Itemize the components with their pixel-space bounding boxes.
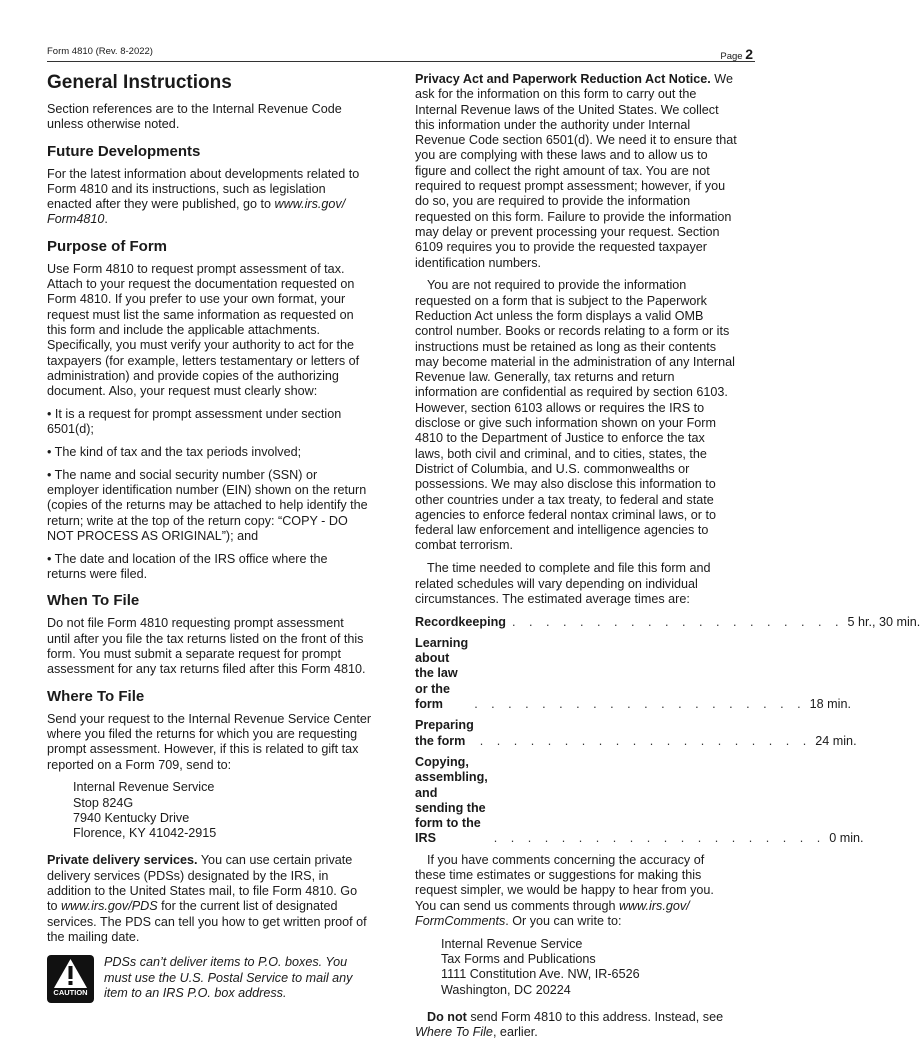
time-value: 0 min. [829,831,864,846]
comments-address: Internal Revenue Service Tax Forms and Publications 1111 Constitution Ave. NW, IR-6526 Washington, DC 20224 [441,936,640,997]
page-title: General Instructions [47,72,232,93]
text: . Or you can write to: [505,913,622,928]
future-developments-heading: Future Developments [47,142,201,160]
page-number [720,46,753,62]
purpose-paragraph: Use Form 4810 to request prompt assessment of tax. Attach to your request the documentation requested on Form 4810. If you prefer to use your own format, your request must list the same information as requested on this form and include the applicable attachments. Specifically, you must verify your authority to act for the taxpayers (for example, letters testamentary or letters of administration) and provide copies of the authorizing document. Also, your request must clearly show: [47,261,360,399]
pds-paragraph [47,853,392,945]
header-rule [47,61,755,62]
when-to-file-paragraph: Do not file Form 4810 requesting prompt assessment until after you file the tax returns listed on the front of this form. You must submit a separate request for prompt assessment for any tax returns filed after this Form 4810. [47,616,366,677]
where-to-file-heading: Where To File [47,687,145,705]
time-value: 5 hr., 30 min. [847,614,920,629]
final-note [415,1010,760,1041]
text: For the latest information about developments related to Form 4810 and its instructions, such as legislation enacted after they were published, go to [47,166,360,212]
caution-text: PDSs can’t deliver items to P.O. boxes. You must use the U.S. Postal Service to mail any item to an IRS P.O. box address. [104,955,353,1000]
time-row [415,718,857,749]
leader-dots: . . . . . . . . . . . . . . . . . . . . [493,831,826,846]
bullet-item: • The kind of tax and the tax periods involved; [47,445,302,460]
leader-dots: . . . . . . . . . . . . . . . . . . . . [511,614,844,629]
time-value: 18 min. [809,697,851,712]
time-value: 24 min. [815,733,857,748]
time-label: Preparing the form [415,718,474,748]
time-row [415,635,851,712]
text: . [104,212,108,227]
bullet-item: • The date and location of the IRS office where the returns were filed. [47,551,328,582]
intro-paragraph: Section references are to the Internal Revenue Code unless otherwise noted. [47,102,342,132]
when-to-file-heading: When To File [47,592,140,610]
pds-lead: Private delivery services. [47,853,198,868]
text: We ask for the information on this form to carry out the Internal Revenue laws of the United States. We collect this information under the authority under Internal Revenue Code section 6501(d). We need it to ensure that you are complying with these laws and to allow us to figure and collect the right amount of tax. You are not required to request prompt assessment; however, if you do so, you are required to provide the information requested on this form. Failure to provide the information may delay or prevent processing your request. Section 6109 requires you to provide the requested taxpayer identification numbers. [415,72,737,270]
time-row [415,614,920,630]
page-label: Page [720,51,743,62]
page-number-value: 2 [745,46,753,62]
leader-dots: . . . . . . . . . . . . . . . . . . . . [474,697,806,712]
do-not-emphasis: Do not [427,1009,467,1024]
irs-link[interactable]: www.irs.gov/ Form4810 [47,197,346,227]
text: , earlier. [492,1025,538,1040]
time-row [415,754,864,847]
privacy-heading: Privacy Act and Paperwork Reduction Act Notice. [415,72,711,86]
paperwork-paragraph: You are not required to provide the information requested on a form that is subject to the Paperwork Reduction Act unless the form displays a valid OMB control number. Books or records relating to a form or its instructions must be retained as long as their contents may become material in the administration of any Internal Revenue law. Generally, tax returns and return information are confidential as required by section 6103. However, section 6103 allows or requires the IRS to disclose or give such information shown on your Form 4810 to the Department of Justice to enforce the tax laws, both civil and criminal, and to cities, states, the District of Columbia, and U.S. commonwealths or possessions. We may also disclose this information to other countries under a tax treaty, to federal and state agencies to enforce federal nontax criminal laws, or to federal law enforcement and intelligence agencies to combat terrorism. [415,278,735,553]
time-label: Learning about the law or the form [415,635,469,712]
time-label: Copying, assembling, and sending the form to the IRS [415,754,488,846]
bullet-item: • It is a request for prompt assessment under section 6501(d); [47,406,342,437]
bullet-item: • The name and social security number (SSN) or employer identification number (EIN) shown on the return (copies of the returns may be attached to help identify the return; write at the top of the return copy: “COPY - DO NOT PROCESS AS ORIGINAL”); and [47,467,368,544]
text: You can use certain private delivery services (PDSs) designated by the IRS, in addition to the United States mail, to file Form 4810. Go to [47,853,358,914]
where-to-file-reference[interactable]: Where To File [415,1025,493,1040]
comments-paragraph [415,853,760,929]
mailing-address: Internal Revenue Service Stop 824G 7940 Kentucky Drive Florence, KY 41042-2915 [73,780,217,841]
purpose-heading: Purpose of Form [47,237,168,255]
comments-link[interactable]: www.irs.gov/ FormComments [415,898,690,928]
text: send Form 4810 to this address. Instead, see [470,1009,724,1024]
time-estimate-paragraph: The time needed to complete and file this form and related schedules will vary depending on individual circumstances. The estimated average times are: [415,561,711,606]
left-column [47,72,392,1003]
leader-dots: . . . . . . . . . . . . . . . . . . . . [479,733,812,748]
caution-note [47,955,392,1003]
where-to-file-paragraph: Send your request to the Internal Revenue Service Center where you filed the returns for which you are requesting prompt assessment. However, if this is related to gift tax reported on a Form 709, send to: [47,711,372,772]
text: for the current list of designated services. The PDS can tell you how to get written proof of the mailing date. [47,899,367,944]
right-column [415,72,920,1048]
privacy-paragraph [415,72,760,271]
text: If you have comments concerning the accuracy of these time estimates or suggestions for making this request simpler, we would be happy to hear from you. You can send us comments through [415,852,714,913]
caution-icon-label: CAUTION [53,987,88,997]
future-developments-paragraph [47,167,392,228]
caution-icon [47,955,94,1003]
pds-link[interactable]: www.irs.gov/PDS [61,899,158,914]
time-label: Recordkeeping [415,614,506,629]
form-id: Form 4810 (Rev. 8-2022) [47,46,153,57]
